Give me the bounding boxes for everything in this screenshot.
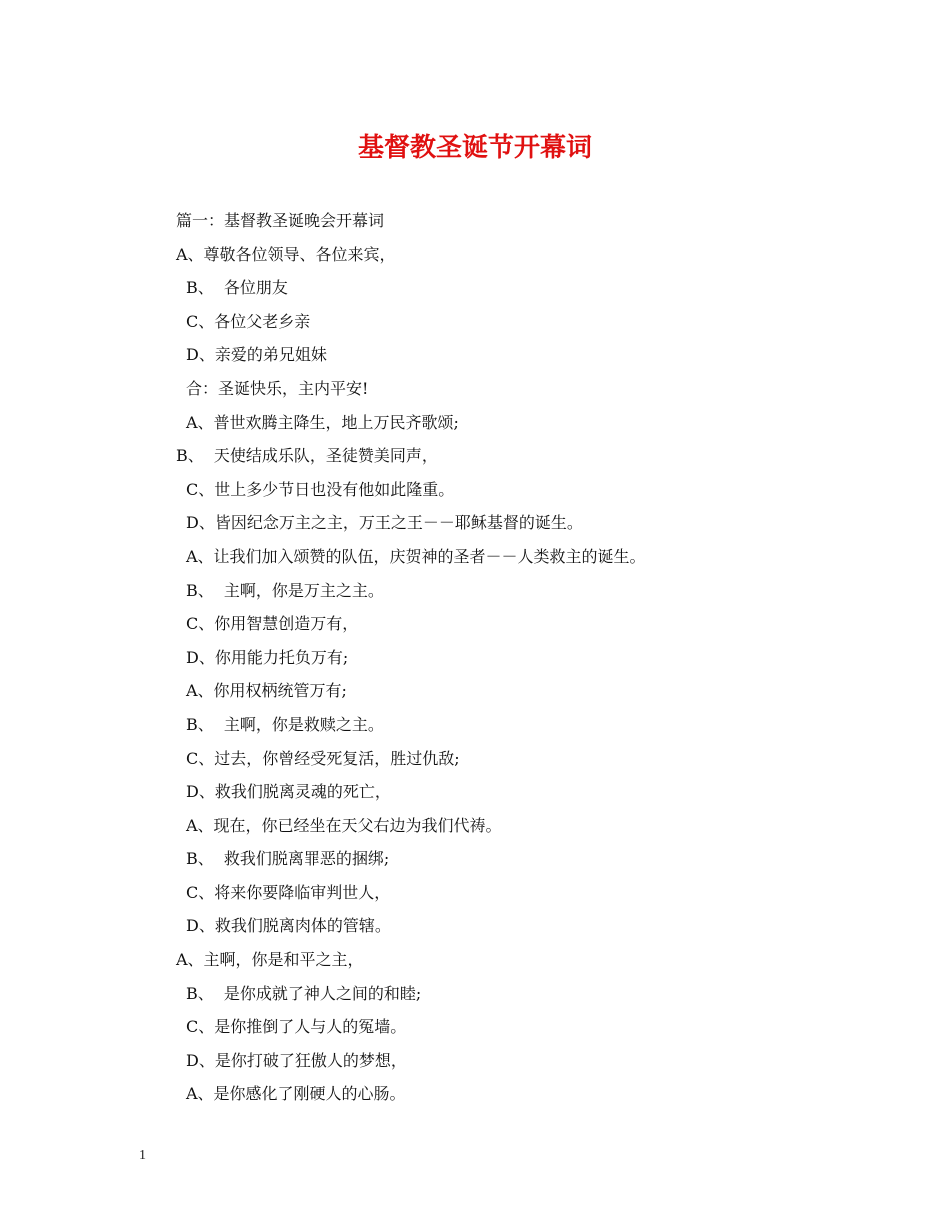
text-line: A、让我们加入颂赞的队伍，庆贺神的圣者－－人类救主的诞生。 <box>186 546 646 566</box>
text-line: A、是你感化了刚硬人的心肠。 <box>186 1084 406 1104</box>
text-line: C、各位父老乡亲 <box>186 311 311 331</box>
text-line: C、将来你要降临审判世人， <box>186 882 391 902</box>
text-line: 篇一：基督教圣诞晚会开幕词 <box>176 211 385 230</box>
page-number: 1 <box>139 1148 146 1163</box>
text-line: B、 主啊，你是万主之主。 <box>186 580 384 600</box>
body-text <box>0 204 950 1111</box>
text-line: D、救我们脱离灵魂的死亡， <box>186 782 391 802</box>
text-line: D、是你打破了狂傲人的梦想， <box>186 1050 407 1070</box>
text-line: B、 天使结成乐队，圣徒赞美同声， <box>176 446 438 466</box>
text-line: C、你用智慧创造万有， <box>186 614 359 634</box>
text-line: A、你用权柄统管万有; <box>186 681 347 701</box>
text-line: A、尊敬各位领导、各位来宾， <box>176 244 396 264</box>
text-line: D、亲爱的弟兄姐妹 <box>186 345 327 365</box>
text-line: D、你用能力托负万有; <box>186 647 349 667</box>
text-line: C、是你推倒了人与人的冤墙。 <box>186 1017 407 1037</box>
document-title: 基督教圣诞节开幕词 <box>357 133 592 163</box>
text-line: B、 各位朋友 <box>186 278 288 298</box>
text-line: B、 救我们脱离罪恶的捆绑; <box>186 849 390 869</box>
text-line: A、主啊，你是和平之主， <box>176 950 364 970</box>
text-line: C、世上多少节日也没有他如此隆重。 <box>186 479 455 499</box>
text-line: A、现在，你已经坐在天父右边为我们代祷。 <box>186 815 502 835</box>
text-line: D、救我们脱离肉体的管辖。 <box>186 916 391 936</box>
text-line: D、皆因纪念万主之主，万王之王－－耶稣基督的诞生。 <box>186 513 583 533</box>
text-line: 合：圣诞快乐，主内平安! <box>186 378 369 398</box>
text-line: A、普世欢腾主降生，地上万民齐歌颂; <box>186 412 459 432</box>
text-line: B、 主啊，你是救赎之主。 <box>186 714 384 734</box>
text-line: C、过去，你曾经受死复活，胜过仇敌; <box>186 748 460 768</box>
text-line: B、 是你成就了神人之间的和睦; <box>186 983 422 1003</box>
